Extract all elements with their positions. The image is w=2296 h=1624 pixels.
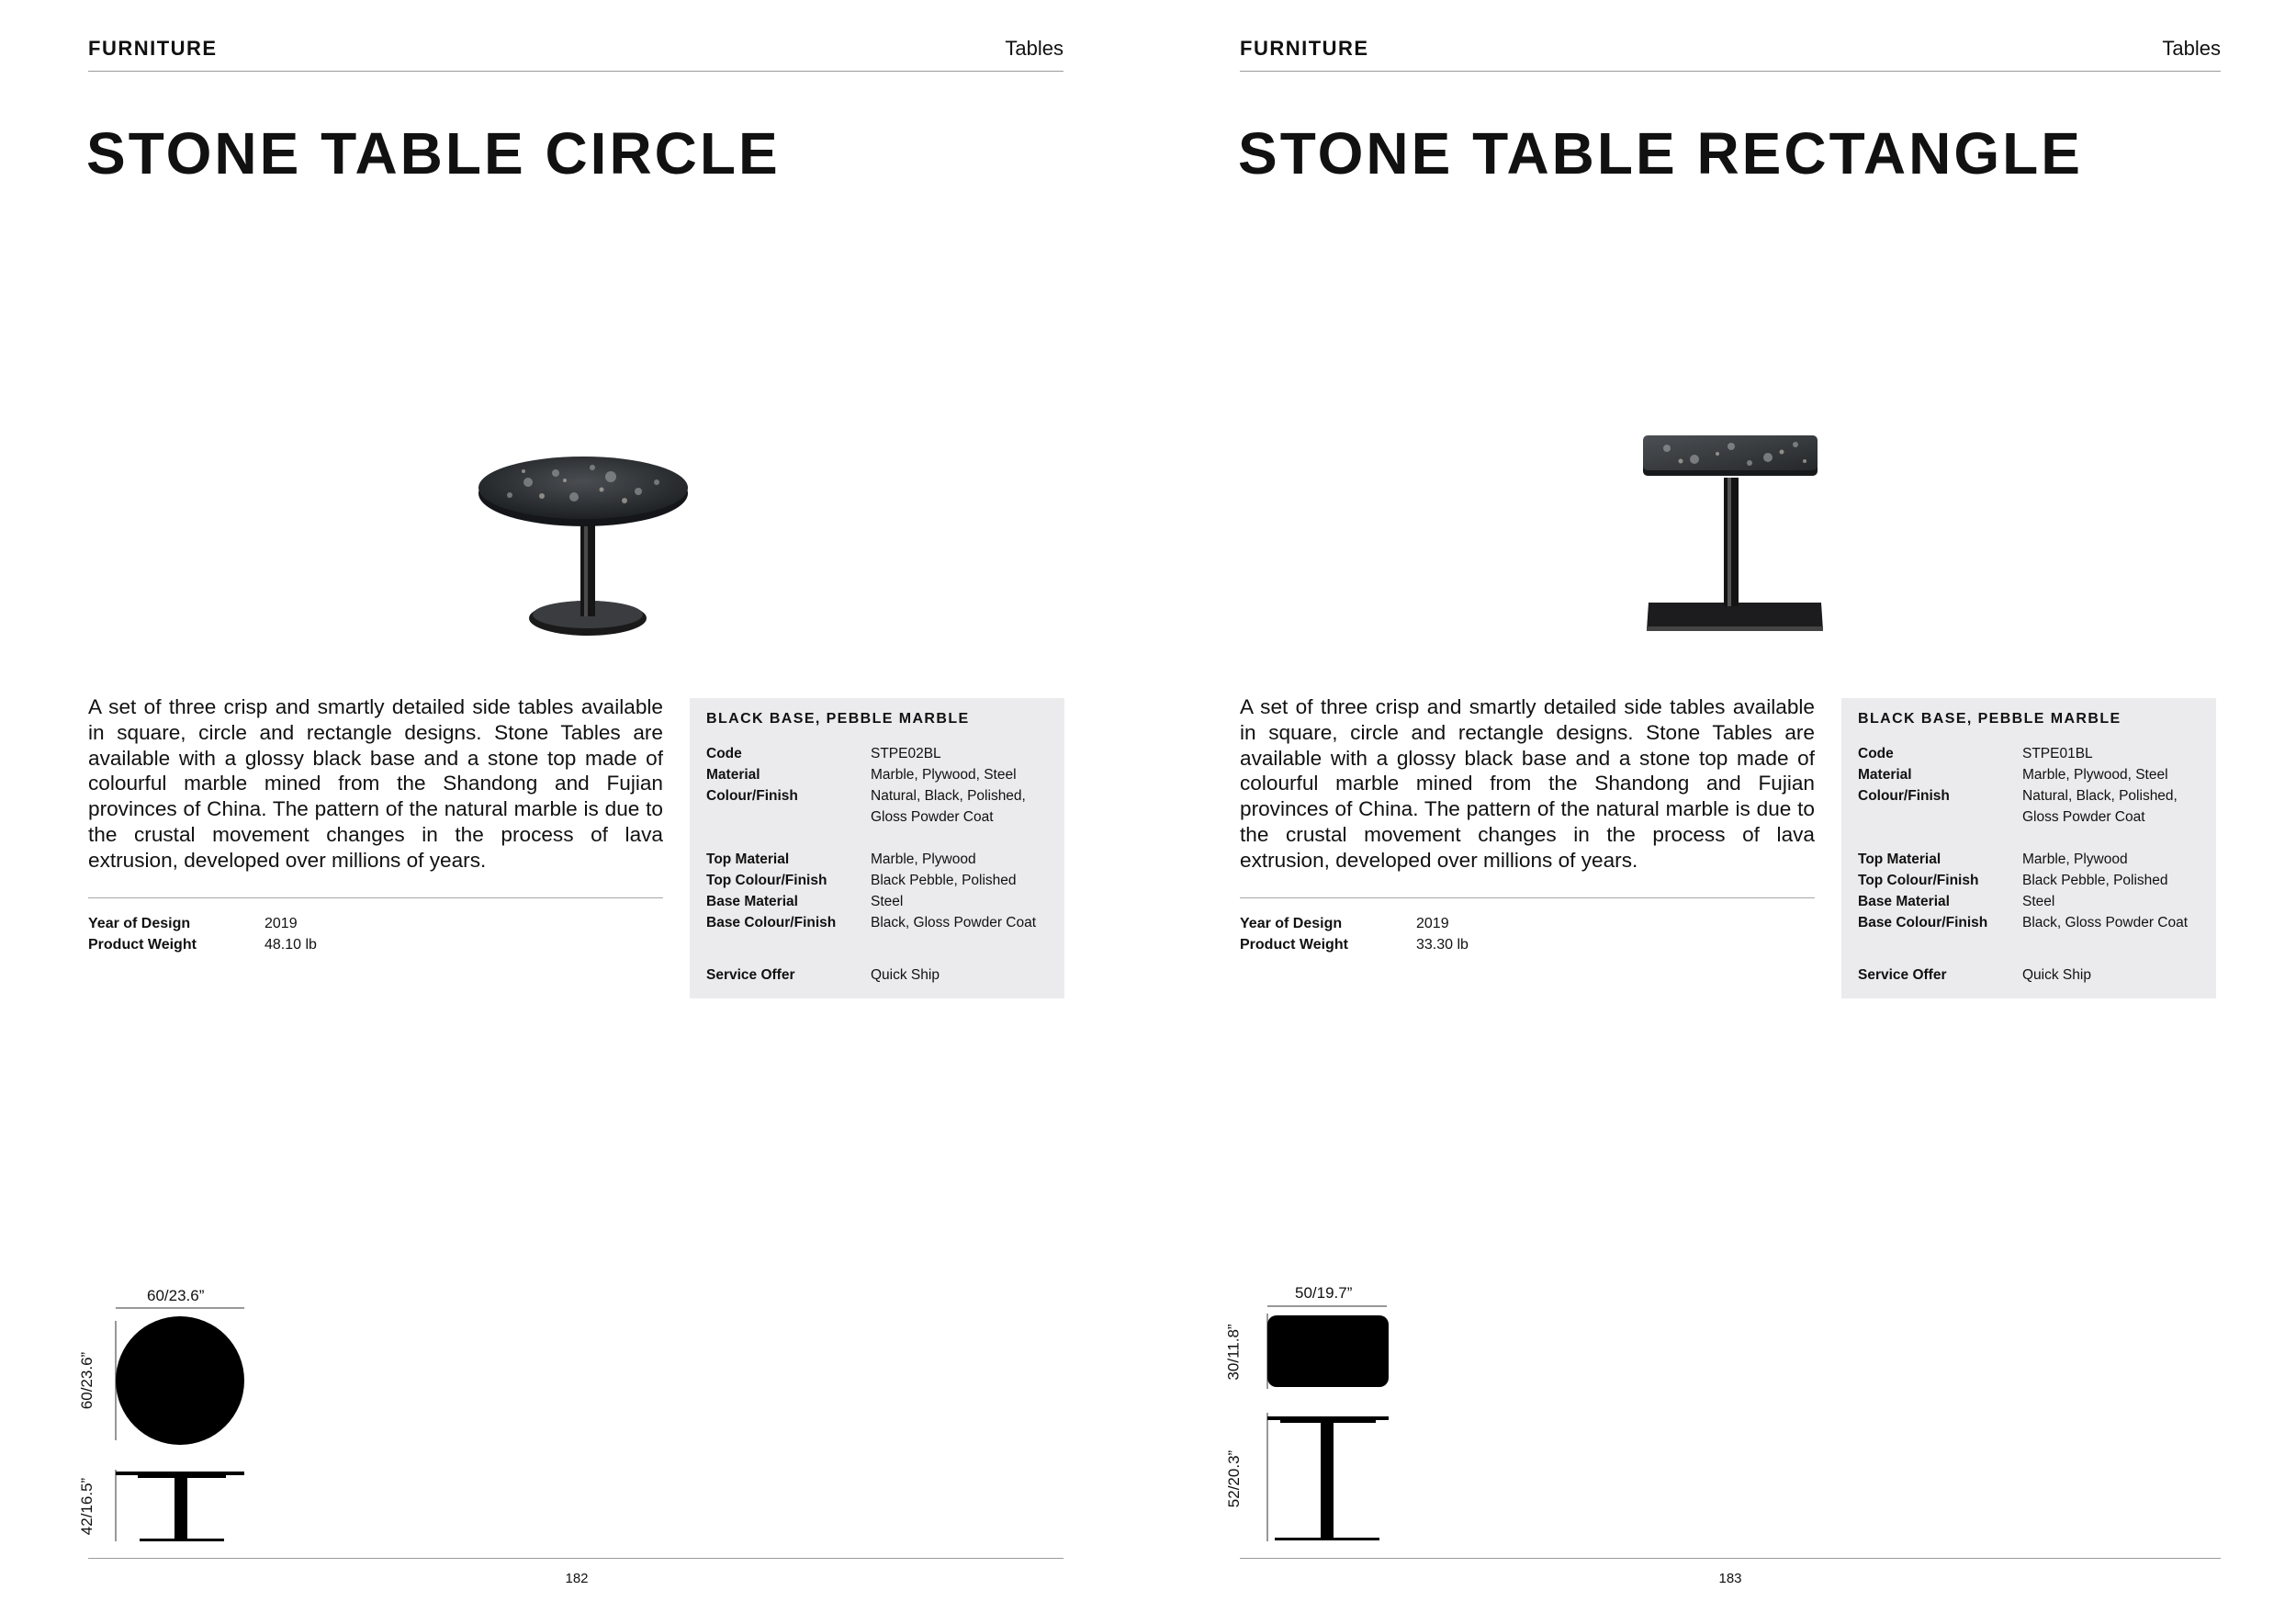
product-image-rectangle-table [1639,432,1832,643]
spec-value: Black Pebble, Polished [2022,873,2168,888]
dimension-depth-label: 60/23.6” [78,1351,96,1410]
spec-value: Quick Ship [2022,967,2091,983]
spec-value: Marble, Plywood [871,851,976,867]
spec-value: Marble, Plywood, Steel [871,767,1017,783]
spec-panel [690,698,1064,998]
dimension-height-label: 42/16.5” [78,1477,96,1536]
footer-rule [1240,1558,2221,1559]
page-number: 183 [1718,1571,1742,1586]
product-description: A set of three crisp and smartly detailed side tables available in square, circle and rectangle designs. Stone Tables are available with a glossy black base and a stone top made of colourful marble mined from the Shandong and Fujian provinces of China. The pattern of the natural marble is due to the crustal movement changes in the process of lava extrusion, developed over millions of years. [1240,695,1815,872]
spec-label: Base Colour/Finish [1858,915,1988,930]
spec-label: Material [706,767,760,783]
spec-value: Black, Gloss Powder Coat [871,915,1037,930]
spec-label: Material [1858,767,1912,783]
spec-label: Service Offer [1858,967,1947,983]
spec-label: Top Material [706,851,790,867]
header-section: Tables [1005,37,1064,60]
info-value: 33.30 lb [1416,937,1469,953]
info-label: Year of Design [1240,916,1343,931]
spec-value: Steel [2022,894,2055,909]
page-number: 182 [565,1571,589,1586]
spec-value: Natural, Black, Polished, Gloss Powder Coat [871,788,1026,825]
spec-panel [1841,698,2216,998]
spec-title: BLACK BASE, PEBBLE MARBLE [706,711,970,727]
spec-value: Steel [871,894,904,909]
spec-value: Black, Gloss Powder Coat [2022,915,2189,930]
info-value: 48.10 lb [264,937,317,953]
spec-label: Code [1858,746,1894,761]
spec-title: BLACK BASE, PEBBLE MARBLE [1858,711,2122,727]
header-category: FURNITURE [1240,37,1369,60]
page-title: STONE TABLE CIRCLE [86,120,781,186]
dimension-depth-label: 30/11.8” [1224,1324,1243,1381]
info-label: Product Weight [1240,937,1348,953]
spec-label: Top Material [1858,851,1941,867]
header-rule [1240,71,2221,72]
spec-label: Base Colour/Finish [706,915,837,930]
dimension-width-label: 50/19.7” [1295,1284,1353,1302]
spec-value: Marble, Plywood [2022,851,2128,867]
spec-label: Colour/Finish [706,788,798,804]
page-title: STONE TABLE RECTANGLE [1238,120,2083,186]
info-label: Year of Design [88,916,191,931]
spec-value: STPE01BL [2022,746,2093,761]
right-page [1148,0,2296,1624]
spec-value: Marble, Plywood, Steel [2022,767,2168,783]
spec-label: Code [706,746,742,761]
info-value: 2019 [264,916,298,931]
product-image-circle-table [473,455,693,638]
spec-value: Black Pebble, Polished [871,873,1017,888]
rectangle-top-view-drawing [1262,1303,1409,1552]
spec-value: Quick Ship [871,967,940,983]
info-rule [88,897,663,898]
spec-label: Service Offer [706,967,795,983]
spec-label: Base Material [706,894,798,909]
circle-top-view-drawing [110,1304,257,1552]
info-label: Product Weight [88,937,197,953]
dimension-height-label: 52/20.3” [1225,1449,1244,1508]
spec-label: Base Material [1858,894,1950,909]
spec-label: Colour/Finish [1858,788,1950,804]
header-category: FURNITURE [88,37,218,60]
footer-rule [88,1558,1064,1559]
info-value: 2019 [1416,916,1449,931]
spec-label: Top Colour/Finish [1858,873,1979,888]
product-description: A set of three crisp and smartly detailed side tables available in square, circle and rectangle designs. Stone Tables are available with a glossy black base and a stone top made of colourful marble mined from the Shandong and Fujian provinces of China. The pattern of the natural marble is due to the crustal movement changes in the process of lava extrusion, developed over millions of years. [88,695,663,872]
header-rule [88,71,1064,72]
spec-value: STPE02BL [871,746,941,761]
spec-label: Top Colour/Finish [706,873,827,888]
dimension-width-label: 60/23.6” [147,1287,205,1304]
info-rule [1240,897,1815,898]
header-section: Tables [2162,37,2221,60]
spec-value: Natural, Black, Polished, Gloss Powder Coat [2022,788,2178,825]
